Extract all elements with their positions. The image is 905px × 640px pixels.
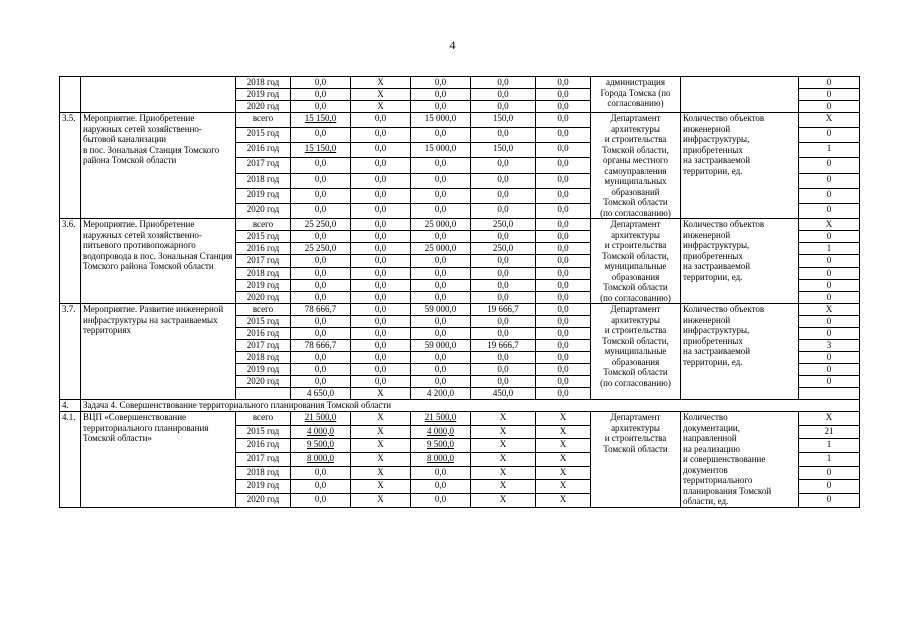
- other-value: 0,0: [536, 255, 591, 267]
- local-value: 150,0: [471, 143, 536, 158]
- year-label: 2019 год: [236, 480, 291, 494]
- year-label: всего: [236, 113, 291, 128]
- local-value: 250,0: [471, 243, 536, 255]
- local-value: 19 666,7: [471, 304, 536, 316]
- indicator-value: 3: [799, 340, 860, 352]
- indicator-value: 0: [799, 316, 860, 328]
- regional-value: 0,0: [411, 188, 471, 203]
- other-value: 0,0: [536, 89, 591, 101]
- federal-value: 0,0: [351, 173, 411, 188]
- federal-value: X: [351, 412, 411, 426]
- total-value: 25 250,0: [291, 243, 351, 255]
- year-label: 2018 год: [236, 267, 291, 279]
- regional-value: 9 500,0: [411, 439, 471, 453]
- year-label: 2020 год: [236, 203, 291, 218]
- regional-value: 0,0: [411, 291, 471, 303]
- year-label: всего: [236, 219, 291, 231]
- other-value: 0,0: [536, 77, 591, 89]
- local-value: 250,0: [471, 219, 536, 231]
- local-value: X: [471, 425, 536, 439]
- other-value: 0,0: [536, 364, 591, 376]
- indicator-value: 21: [799, 425, 860, 439]
- indicator-value: 0: [799, 364, 860, 376]
- indicator-value: 1: [799, 452, 860, 466]
- regional-value: 59 000,0: [411, 340, 471, 352]
- other-value: 0,0: [536, 243, 591, 255]
- federal-value: 0,0: [351, 231, 411, 243]
- total-value: 15 150,0: [291, 113, 351, 128]
- local-value: 0,0: [471, 352, 536, 364]
- indicator-value: 0: [799, 328, 860, 340]
- indicator-value: 0: [799, 101, 860, 113]
- item-name: Мероприятие. Приобретение наружных сетей хозяйственно-бытовой канализации в пос. Зональная Станция Томского района Томской области: [81, 113, 236, 219]
- other-value: X: [536, 466, 591, 480]
- regional-value: 59 000,0: [411, 304, 471, 316]
- item-number: 3.7.: [60, 304, 81, 400]
- regional-value: 0,0: [411, 493, 471, 507]
- item-name: [81, 77, 236, 113]
- other-value: 0,0: [536, 101, 591, 113]
- item-name: ВЦП «Совершенствование территориального планирования Томской области»: [81, 412, 236, 508]
- regional-value: 0,0: [411, 328, 471, 340]
- regional-value: 0,0: [411, 267, 471, 279]
- task-title: Задача 4. Совершенствование территориального планирования Томской области: [81, 400, 860, 412]
- total-value: 0,0: [291, 188, 351, 203]
- federal-value: X: [351, 101, 411, 113]
- other-value: 0,0: [536, 128, 591, 143]
- item-number: 4.1.: [60, 412, 81, 508]
- year-label: 2018 год: [236, 352, 291, 364]
- other-value: 0,0: [536, 188, 591, 203]
- year-label: 2016 год: [236, 143, 291, 158]
- federal-value: 0,0: [351, 340, 411, 352]
- indicator-value: 0: [799, 173, 860, 188]
- other-value: 0,0: [536, 173, 591, 188]
- indicator-value: 0: [799, 466, 860, 480]
- executor: Департамент архитектуры и строительства Томской области: [591, 412, 681, 508]
- year-label: [236, 388, 291, 400]
- other-value: 0,0: [536, 376, 591, 388]
- federal-value: X: [351, 439, 411, 453]
- page-number: 4: [449, 38, 456, 52]
- other-value: X: [536, 412, 591, 426]
- year-label: 2018 год: [236, 77, 291, 89]
- regional-value: 0,0: [411, 231, 471, 243]
- indicator-value: 0: [799, 493, 860, 507]
- year-label: всего: [236, 412, 291, 426]
- year-label: 2015 год: [236, 231, 291, 243]
- federal-value: X: [351, 466, 411, 480]
- total-value: 15 150,0: [291, 143, 351, 158]
- total-value: 0,0: [291, 101, 351, 113]
- program-table: [59, 76, 860, 508]
- indicator-value: 0: [799, 188, 860, 203]
- regional-value: 0,0: [411, 480, 471, 494]
- regional-value: 15 000,0: [411, 113, 471, 128]
- total-value: 9 500,0: [291, 439, 351, 453]
- other-value: X: [536, 452, 591, 466]
- year-label: 2019 год: [236, 89, 291, 101]
- federal-value: 0,0: [351, 158, 411, 173]
- local-value: X: [471, 466, 536, 480]
- federal-value: 0,0: [351, 316, 411, 328]
- federal-value: X: [351, 452, 411, 466]
- regional-value: 0,0: [411, 203, 471, 218]
- total-value: 0,0: [291, 328, 351, 340]
- year-label: 2020 год: [236, 493, 291, 507]
- federal-value: 0,0: [351, 352, 411, 364]
- year-label: 2016 год: [236, 328, 291, 340]
- regional-value: 0,0: [411, 352, 471, 364]
- other-value: 0,0: [536, 388, 591, 400]
- total-value: 0,0: [291, 291, 351, 303]
- regional-value: 8 000,0: [411, 452, 471, 466]
- year-label: 2018 год: [236, 466, 291, 480]
- other-value: X: [536, 425, 591, 439]
- local-value: 0,0: [471, 291, 536, 303]
- federal-value: X: [351, 425, 411, 439]
- local-value: 0,0: [471, 158, 536, 173]
- other-value: 0,0: [536, 267, 591, 279]
- federal-value: 0,0: [351, 188, 411, 203]
- indicator-value: X: [799, 412, 860, 426]
- local-value: X: [471, 439, 536, 453]
- regional-value: 25 000,0: [411, 219, 471, 231]
- year-label: 2017 год: [236, 255, 291, 267]
- federal-value: 0,0: [351, 267, 411, 279]
- total-value: 78 666,7: [291, 304, 351, 316]
- federal-value: X: [351, 388, 411, 400]
- total-value: 0,0: [291, 173, 351, 188]
- indicator-value: X: [799, 219, 860, 231]
- regional-value: 0,0: [411, 279, 471, 291]
- indicator-value: 0: [799, 89, 860, 101]
- regional-value: 0,0: [411, 101, 471, 113]
- indicator-value: 1: [799, 243, 860, 255]
- total-value: 0,0: [291, 376, 351, 388]
- indicator-value: 0: [799, 291, 860, 303]
- indicator-value: 0: [799, 267, 860, 279]
- local-value: 19 666,7: [471, 340, 536, 352]
- regional-value: 0,0: [411, 89, 471, 101]
- indicator-value: 1: [799, 439, 860, 453]
- total-value: 0,0: [291, 203, 351, 218]
- local-value: 0,0: [471, 364, 536, 376]
- item-number: 3.6.: [60, 219, 81, 304]
- total-value: 0,0: [291, 231, 351, 243]
- total-value: 0,0: [291, 316, 351, 328]
- total-value: 0,0: [291, 480, 351, 494]
- total-value: 0,0: [291, 493, 351, 507]
- year-label: 2019 год: [236, 279, 291, 291]
- local-value: 450,0: [471, 388, 536, 400]
- regional-value: 0,0: [411, 77, 471, 89]
- indicator-value: 0: [799, 480, 860, 494]
- indicator-value: 0: [799, 279, 860, 291]
- regional-value: 21 500,0: [411, 412, 471, 426]
- indicator-value: 0: [799, 376, 860, 388]
- federal-value: X: [351, 493, 411, 507]
- other-value: 0,0: [536, 219, 591, 231]
- local-value: 0,0: [471, 231, 536, 243]
- other-value: 0,0: [536, 279, 591, 291]
- other-value: 0,0: [536, 113, 591, 128]
- other-value: 0,0: [536, 316, 591, 328]
- other-value: 0,0: [536, 203, 591, 218]
- other-value: X: [536, 493, 591, 507]
- indicator-value: 0: [799, 352, 860, 364]
- regional-value: 0,0: [411, 128, 471, 143]
- year-label: 2017 год: [236, 340, 291, 352]
- other-value: 0,0: [536, 304, 591, 316]
- table-row: [60, 219, 860, 231]
- regional-value: 0,0: [411, 173, 471, 188]
- local-value: 0,0: [471, 89, 536, 101]
- federal-value: X: [351, 89, 411, 101]
- table-body: [60, 77, 860, 508]
- federal-value: 0,0: [351, 328, 411, 340]
- year-label: 2016 год: [236, 243, 291, 255]
- total-value: 8 000,0: [291, 452, 351, 466]
- total-value: 4 000,0: [291, 425, 351, 439]
- indicator: Количество объектов инженерной инфраструктуры, приобретенных на застраиваемой территории, ед.: [681, 304, 799, 400]
- local-value: X: [471, 480, 536, 494]
- other-value: 0,0: [536, 340, 591, 352]
- local-value: 150,0: [471, 113, 536, 128]
- item-number: 3.5.: [60, 113, 81, 219]
- regional-value: 0,0: [411, 376, 471, 388]
- total-value: 0,0: [291, 352, 351, 364]
- federal-value: 0,0: [351, 128, 411, 143]
- indicator: [681, 77, 799, 113]
- local-value: 0,0: [471, 77, 536, 89]
- indicator-value: 1: [799, 143, 860, 158]
- year-label: 2019 год: [236, 364, 291, 376]
- federal-value: 0,0: [351, 243, 411, 255]
- total-value: 0,0: [291, 158, 351, 173]
- total-value: 0,0: [291, 279, 351, 291]
- regional-value: 15 000,0: [411, 143, 471, 158]
- table-row: [60, 113, 860, 128]
- year-label: 2017 год: [236, 158, 291, 173]
- executor: Департамент архитектуры и строительства Томской области, муниципальные образования Томской области (по согласованию): [591, 219, 681, 304]
- year-label: 2019 год: [236, 188, 291, 203]
- item-name: Мероприятие. Приобретение наружных сетей хозяйственно-питьевого противопожарного водопровода в пос. Зональная Станция Томского района Томской области: [81, 219, 236, 304]
- indicator-value: 0: [799, 203, 860, 218]
- executor: администрация Города Томска (по согласованию): [591, 77, 681, 113]
- federal-value: 0,0: [351, 279, 411, 291]
- other-value: X: [536, 439, 591, 453]
- total-value: 0,0: [291, 466, 351, 480]
- task-row: [60, 400, 860, 412]
- executor: Департамент архитектуры и строительства Томской области, органы местного самоуправления муниципальных образований Томской области (по согласованию): [591, 113, 681, 219]
- total-value: 25 250,0: [291, 219, 351, 231]
- regional-value: 4 000,0: [411, 425, 471, 439]
- total-value: 0,0: [291, 89, 351, 101]
- federal-value: 0,0: [351, 219, 411, 231]
- executor: Департамент архитектуры и строительства Томской области, муниципальные образования Томской области (по согласованию): [591, 304, 681, 400]
- other-value: 0,0: [536, 352, 591, 364]
- indicator-value: X: [799, 304, 860, 316]
- federal-value: X: [351, 480, 411, 494]
- local-value: 0,0: [471, 188, 536, 203]
- regional-value: 25 000,0: [411, 243, 471, 255]
- year-label: 2018 год: [236, 173, 291, 188]
- federal-value: 0,0: [351, 143, 411, 158]
- regional-value: 4 200,0: [411, 388, 471, 400]
- local-value: 0,0: [471, 128, 536, 143]
- indicator: Количество объектов инженерной инфраструктуры, приобретенных на застраиваемой территории, ед.: [681, 113, 799, 219]
- indicator-value: 0: [799, 231, 860, 243]
- other-value: 0,0: [536, 143, 591, 158]
- local-value: 0,0: [471, 173, 536, 188]
- other-value: 0,0: [536, 328, 591, 340]
- total-value: 0,0: [291, 128, 351, 143]
- year-label: 2020 год: [236, 291, 291, 303]
- federal-value: 0,0: [351, 364, 411, 376]
- total-value: 0,0: [291, 364, 351, 376]
- local-value: 0,0: [471, 328, 536, 340]
- total-value: 0,0: [291, 267, 351, 279]
- indicator: Количество документации, направленной на реализацию и совершенствование документов территориального планирования Томской области, ед.: [681, 412, 799, 508]
- item-name: Мероприятие. Развитие инженерной инфраструктуры на застраиваемых территориях: [81, 304, 236, 400]
- regional-value: 0,0: [411, 158, 471, 173]
- indicator-value: 0: [799, 158, 860, 173]
- local-value: 0,0: [471, 255, 536, 267]
- regional-value: 0,0: [411, 466, 471, 480]
- indicator-value: 0: [799, 128, 860, 143]
- federal-value: X: [351, 77, 411, 89]
- task-number: 4.: [60, 400, 81, 412]
- total-value: 21 500,0: [291, 412, 351, 426]
- regional-value: 0,0: [411, 316, 471, 328]
- table-row: [60, 77, 860, 89]
- year-label: 2020 год: [236, 376, 291, 388]
- table-row: [60, 304, 860, 316]
- regional-value: 0,0: [411, 364, 471, 376]
- federal-value: 0,0: [351, 203, 411, 218]
- local-value: 0,0: [471, 101, 536, 113]
- table-row: [60, 412, 860, 426]
- local-value: 0,0: [471, 376, 536, 388]
- other-value: 0,0: [536, 231, 591, 243]
- year-label: 2017 год: [236, 452, 291, 466]
- year-label: 2015 год: [236, 316, 291, 328]
- indicator-value: [799, 388, 860, 400]
- federal-value: 0,0: [351, 255, 411, 267]
- total-value: 0,0: [291, 77, 351, 89]
- item-number: [60, 77, 81, 113]
- local-value: X: [471, 452, 536, 466]
- other-value: 0,0: [536, 291, 591, 303]
- local-value: 0,0: [471, 267, 536, 279]
- indicator-value: 0: [799, 77, 860, 89]
- indicator: Количество объектов инженерной инфраструктуры, приобретенных на застраиваемой территории, ед.: [681, 219, 799, 304]
- indicator-value: 0: [799, 255, 860, 267]
- other-value: 0,0: [536, 158, 591, 173]
- federal-value: 0,0: [351, 376, 411, 388]
- local-value: X: [471, 493, 536, 507]
- year-label: 2020 год: [236, 101, 291, 113]
- local-value: 0,0: [471, 316, 536, 328]
- other-value: X: [536, 480, 591, 494]
- total-value: 4 650,0: [291, 388, 351, 400]
- regional-value: 0,0: [411, 255, 471, 267]
- federal-value: 0,0: [351, 304, 411, 316]
- federal-value: 0,0: [351, 113, 411, 128]
- federal-value: 0,0: [351, 291, 411, 303]
- local-value: X: [471, 412, 536, 426]
- local-value: 0,0: [471, 203, 536, 218]
- total-value: 0,0: [291, 255, 351, 267]
- year-label: 2015 год: [236, 425, 291, 439]
- total-value: 78 666,7: [291, 340, 351, 352]
- local-value: 0,0: [471, 279, 536, 291]
- year-label: 2015 год: [236, 128, 291, 143]
- year-label: всего: [236, 304, 291, 316]
- indicator-value: X: [799, 113, 860, 128]
- year-label: 2016 год: [236, 439, 291, 453]
